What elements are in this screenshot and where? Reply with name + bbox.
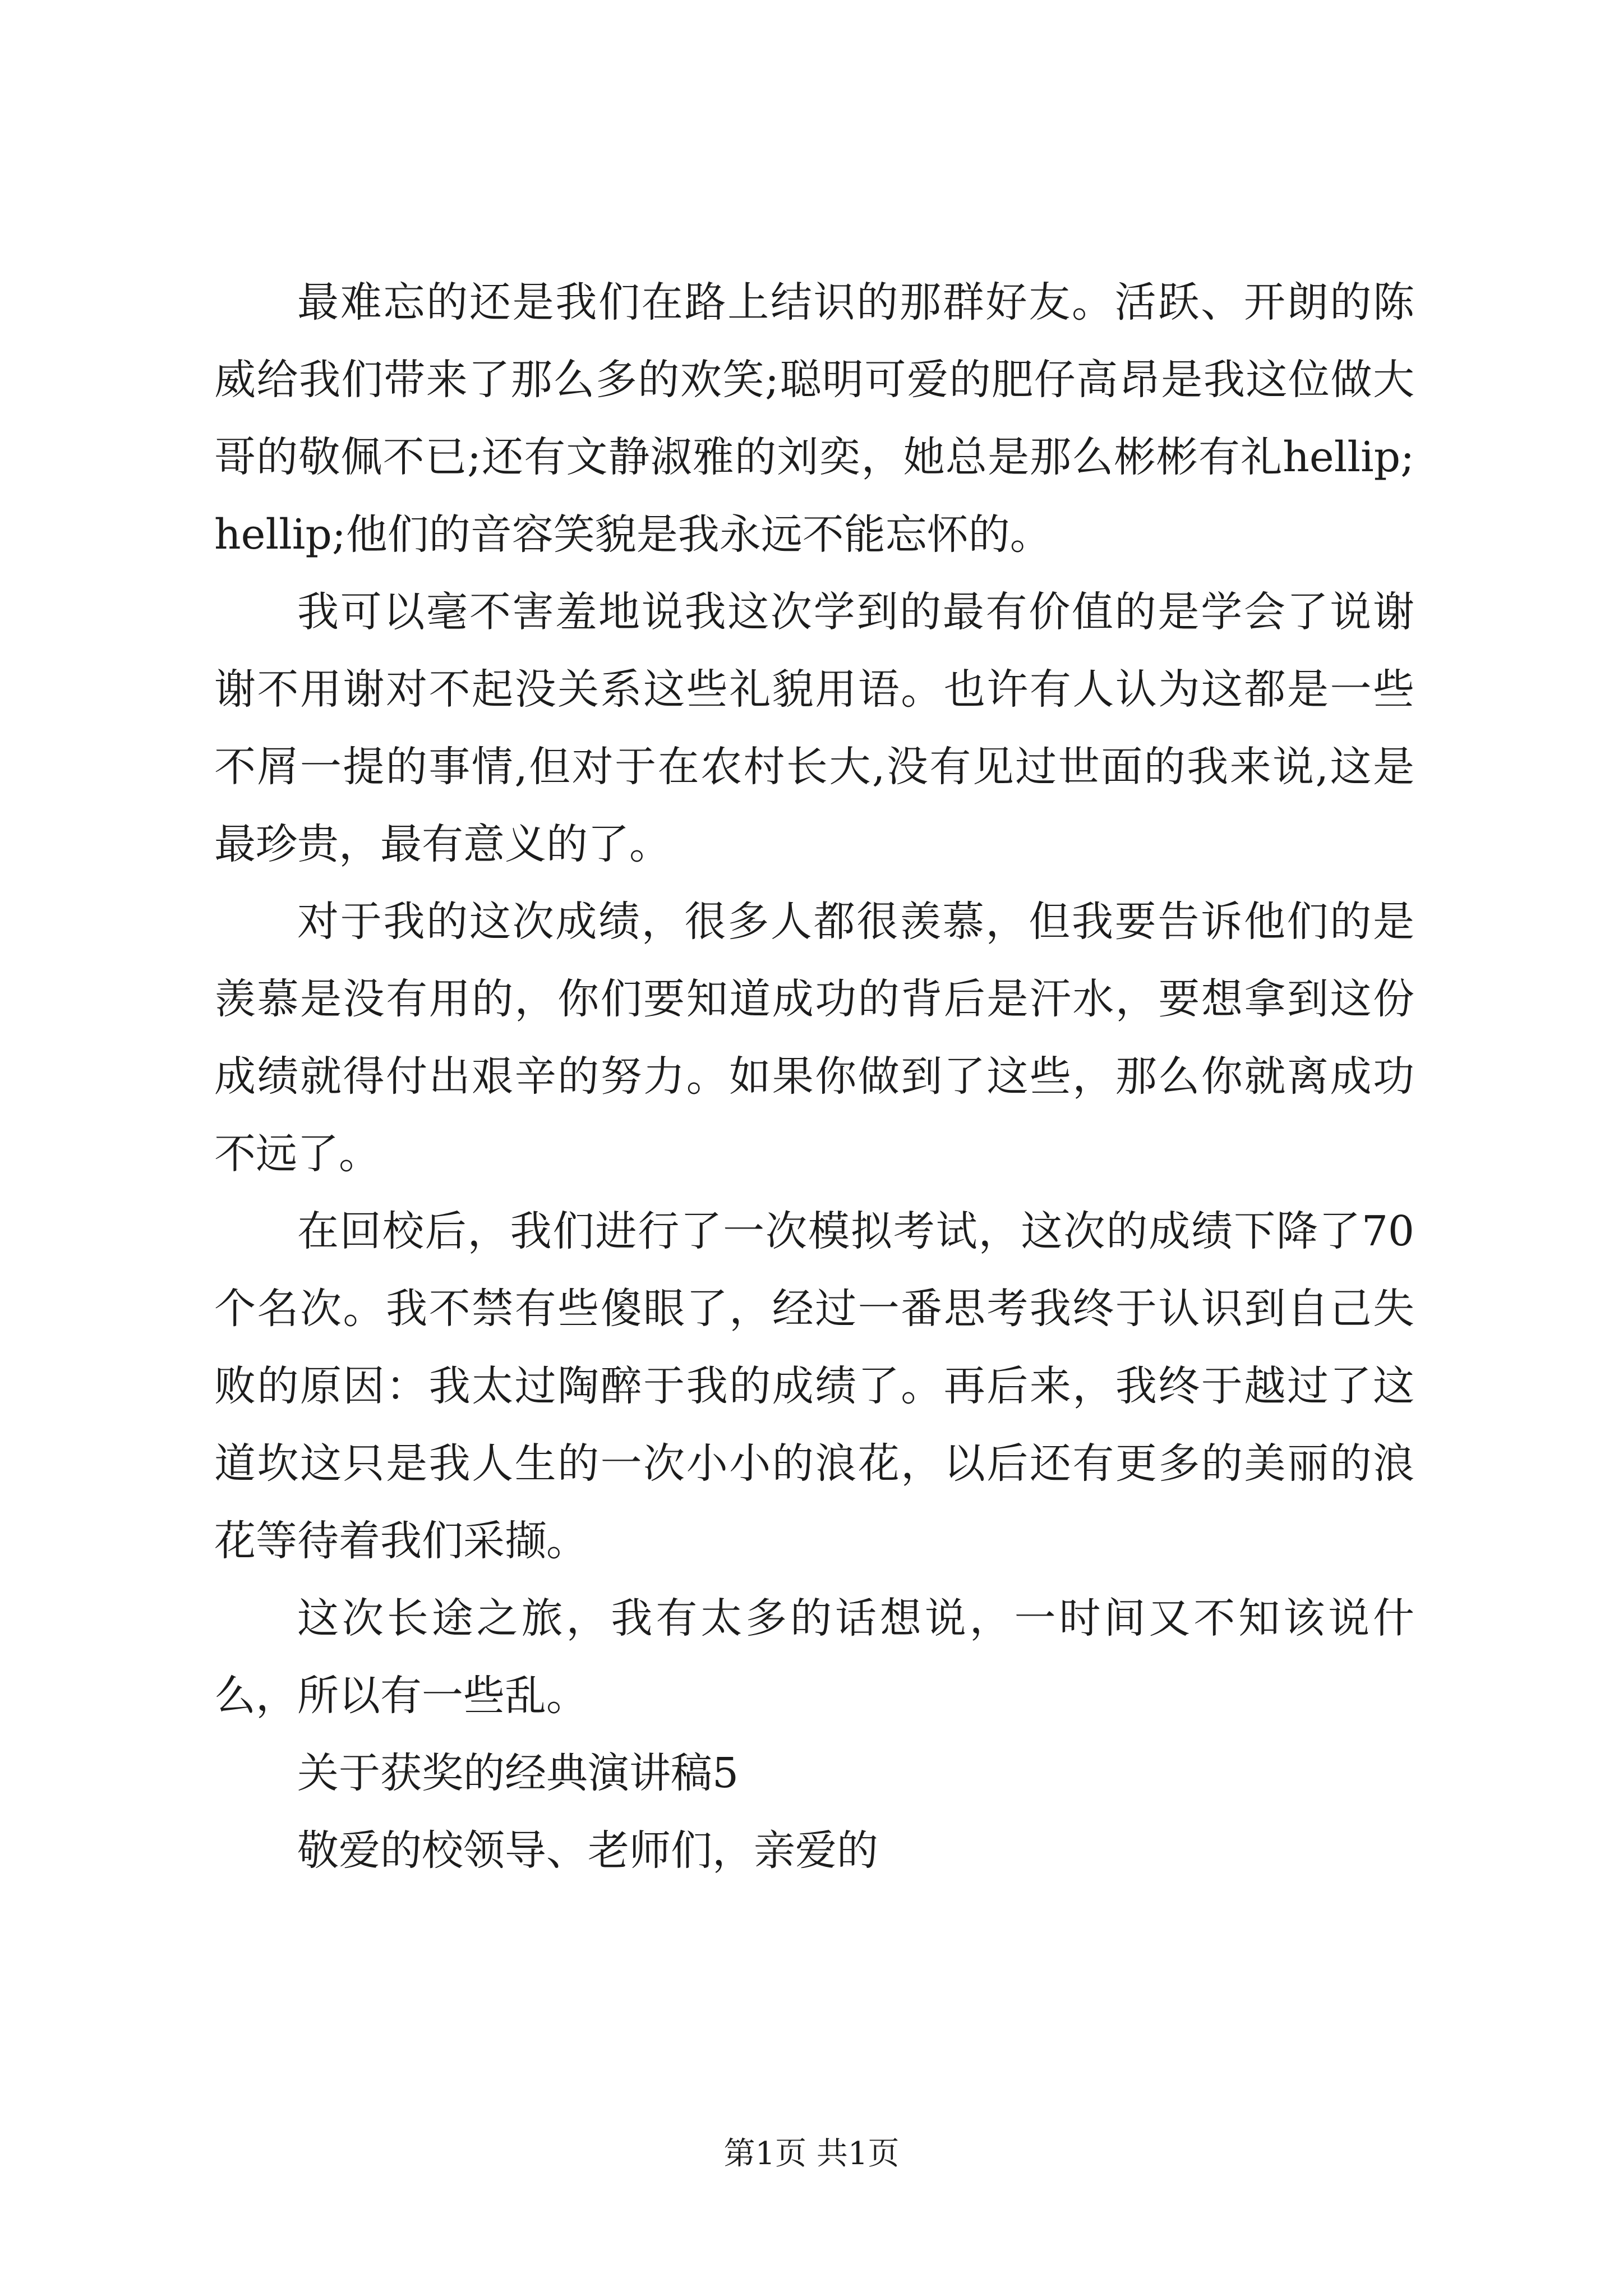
section-heading: 关于获奖的经典演讲稿5 [297,1749,739,1797]
page-number-label: 第1页 共1页 [723,2136,900,2172]
paragraph: 这次长途之旅，我有太多的话想说，一时间又不知该说什么，所以有一些乱。 [214,1594,1414,1720]
paragraph: 我可以毫不害羞地说我这次学到的最有价值的是学会了说谢谢不用谢对不起没关系这些礼貌用语。也许有人认为这都是一些不屑一提的事情,但对于在农村长大,没有见过世面的我来说,这是最珍贵，最有意义的了。 [214,588,1414,868]
paragraph: 在回校后，我们进行了一次模拟考试，这次的成绩下降了70个名次。我不禁有些傻眼了，经过一番思考我终于认识到自己失败的原因：我太过陶醉于我的成绩了。再后来，我终于越过了这道坎这只是我人生的一次小小的浪花，以后还有更多的美丽的浪花等待着我们采撷。 [214,1207,1414,1565]
document-body [214,264,1414,1889]
salutation: 敬爱的校领导、老师们，亲爱的 [297,1826,878,1875]
paragraph: 最难忘的还是我们在路上结识的那群好友。活跃、开朗的陈威给我们带来了那么多的欢笑;聪明可爱的肥仔高昂是我这位做大哥的敬佩不已;还有文静淑雅的刘奕，她总是那么彬彬有礼hellip;hellip;他们的音容笑貌是我永远不能忘怀的。 [214,278,1414,559]
page-footer [0,2132,1623,2177]
paragraph: 对于我的这次成绩，很多人都很羡慕，但我要告诉他们的是羡慕是没有用的，你们要知道成功的背后是汗水，要想拿到这份成绩就得付出艰辛的努力。如果你做到了这些，那么你就离成功不远了。 [214,898,1414,1178]
